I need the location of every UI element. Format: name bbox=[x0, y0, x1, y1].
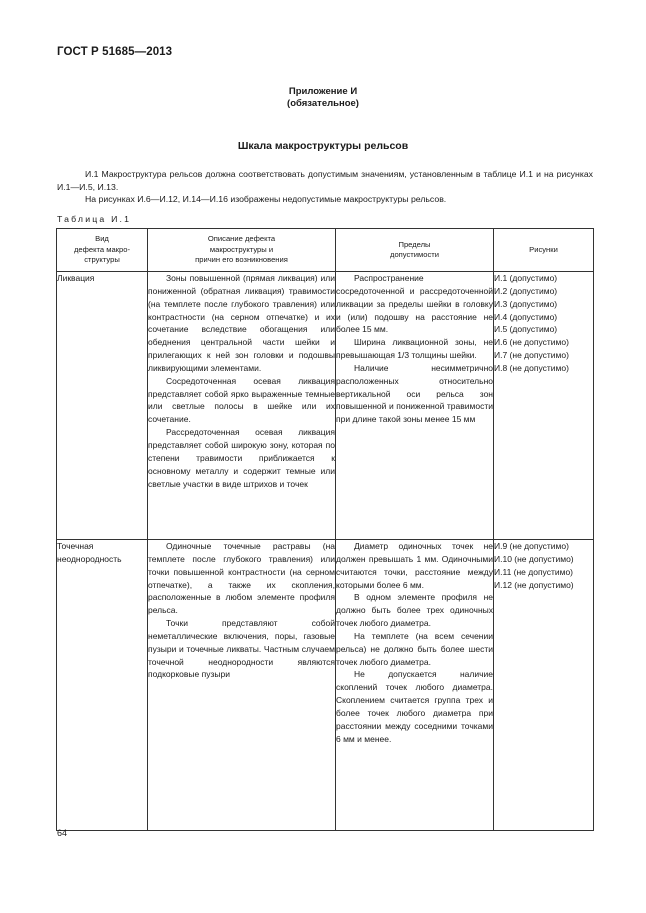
intro-paragraph-1: И.1 Макроструктура рельсов должна соответствовать допустимым значениям, установленным в таблице И.1 и на рисунках И.1—И.5, И.13. bbox=[57, 169, 593, 192]
figures-cell bbox=[494, 272, 594, 540]
page-number: 64 bbox=[57, 828, 68, 838]
figure-ref: И.8 (не допустимо) bbox=[494, 362, 569, 373]
table-header-row bbox=[57, 229, 594, 272]
table-row bbox=[57, 272, 594, 540]
description-paragraph: Рассредоточенная осевая ликвация представляет собой широкую зону, которая по степени травимости приближается к основному металлу и содержит темные или светлые участки в виде штрихов и точек bbox=[148, 427, 335, 489]
description-paragraph: Сосредоточенная осевая ликвация представляет собой ярко выраженные темные или светлые полосы в шейке или их сочетание. bbox=[148, 375, 335, 425]
column-header bbox=[336, 229, 494, 272]
limits-paragraph: Наличие несимметрично расположенных относительно вертикальной оси рельса зон повышенной и пониженной травимости при длине такой зоны менее 15 мм bbox=[336, 362, 493, 425]
column-header-text: Вид дефекта макро- структуры bbox=[73, 234, 130, 265]
column-header bbox=[494, 229, 594, 272]
intro-text bbox=[57, 168, 593, 206]
limits-paragraph: На темплете (на всем сечении рельса) не должно быть более шести точек любого диаметра. bbox=[336, 630, 493, 667]
figure-ref: И.7 (не допустимо) bbox=[494, 350, 569, 361]
section-title: Шкала макроструктуры рельсов bbox=[237, 140, 409, 152]
limits-paragraph: Не допускается наличие скоплений точек любого диаметра. Скоплением считается группа трех и более точек любого диаметра при расстоянии между соседними точками 6 мм и менее. bbox=[336, 669, 493, 744]
figure-ref: И.5 (допустимо) bbox=[494, 324, 558, 335]
intro-paragraph-2: На рисунках И.6—И.12, И.14—И.16 изображены недопустимые макроструктуры рельсов. bbox=[85, 194, 447, 204]
annex-status: (обязательное) bbox=[287, 98, 359, 109]
figure-ref: И.11 (не допустимо) bbox=[494, 566, 574, 577]
macrostructure-table bbox=[56, 228, 594, 831]
figure-ref: И.6 (не допустимо) bbox=[494, 337, 569, 348]
limits-paragraph: Распространение сосредоточенной и рассредоточенной ликвации за пределы шейки в головку и (или) подошву на расстояние не более 15 мм. bbox=[336, 273, 493, 335]
description-cell bbox=[148, 540, 336, 831]
description-paragraph: Точки представляют собой неметаллические включения, поры, газовые пузыри и точечные ликваты. Частным случаем точечной неоднородности являются подкорковые пузыри bbox=[148, 618, 335, 680]
figure-ref: И.4 (допустимо) bbox=[494, 311, 558, 322]
defect-type: Ликвация bbox=[57, 273, 95, 283]
table-label: Таблица И.1 bbox=[57, 214, 132, 224]
description-paragraph: Одиночные точечные растравы (на темплете после глубокого травления) или точки повышенной контрастности (на серном отпечатке), а также их скопления, расположенные в любом элементе профиля рельса. bbox=[148, 541, 335, 616]
defect-type: Точечная неоднородность bbox=[57, 541, 122, 564]
table-row bbox=[57, 540, 594, 831]
figure-ref: И.12 (не допустимо) bbox=[494, 579, 574, 590]
column-header-text: Рисунки bbox=[529, 244, 558, 254]
column-header bbox=[148, 229, 336, 272]
defect-type-cell bbox=[57, 272, 148, 540]
limits-paragraph: Диаметр одиночных точек не должен превышать 1 мм. Одиночными считаются точки, расстояние между которыми более 6 мм. bbox=[336, 541, 493, 590]
limits-paragraph: Ширина ликвационной зоны, не превышающая 1/3 толщины шейки. bbox=[336, 337, 493, 361]
defect-type-cell bbox=[57, 540, 148, 831]
limits-paragraph: В одном элементе профиля не должно быть более трех одиночных точек любого диаметра. bbox=[336, 592, 493, 629]
description-cell bbox=[148, 272, 336, 540]
column-header-text: Пределы допустимости bbox=[390, 239, 439, 259]
figure-ref: И.3 (допустимо) bbox=[494, 298, 558, 309]
limits-cell bbox=[336, 272, 494, 540]
figures-cell bbox=[494, 540, 594, 831]
column-header bbox=[57, 229, 148, 272]
description-paragraph: Зоны повышенной (прямая ликвация) или пониженной (обратная ликвация) травимости (на темплете после глубокого травления) или контрастности (на серном отпечатке) и их сочетание вследствие обогащения или обеднения центральной части шейки и прилегающих к ней зон головки и подошвы ликвирующими элементами. bbox=[148, 273, 335, 373]
figure-ref: И.9 (не допустимо) bbox=[494, 541, 569, 551]
limits-cell bbox=[336, 540, 494, 831]
document-standard-id: ГОСТ Р 51685—2013 bbox=[57, 46, 173, 58]
figure-ref: И.2 (допустимо) bbox=[494, 285, 558, 296]
figure-ref: И.1 (допустимо) bbox=[494, 273, 558, 283]
annex-title: Приложение И bbox=[288, 86, 358, 97]
column-header-text: Описание дефекта макроструктуры и причин его возникновения bbox=[195, 234, 288, 265]
figure-ref: И.10 (не допустимо) bbox=[494, 553, 574, 564]
